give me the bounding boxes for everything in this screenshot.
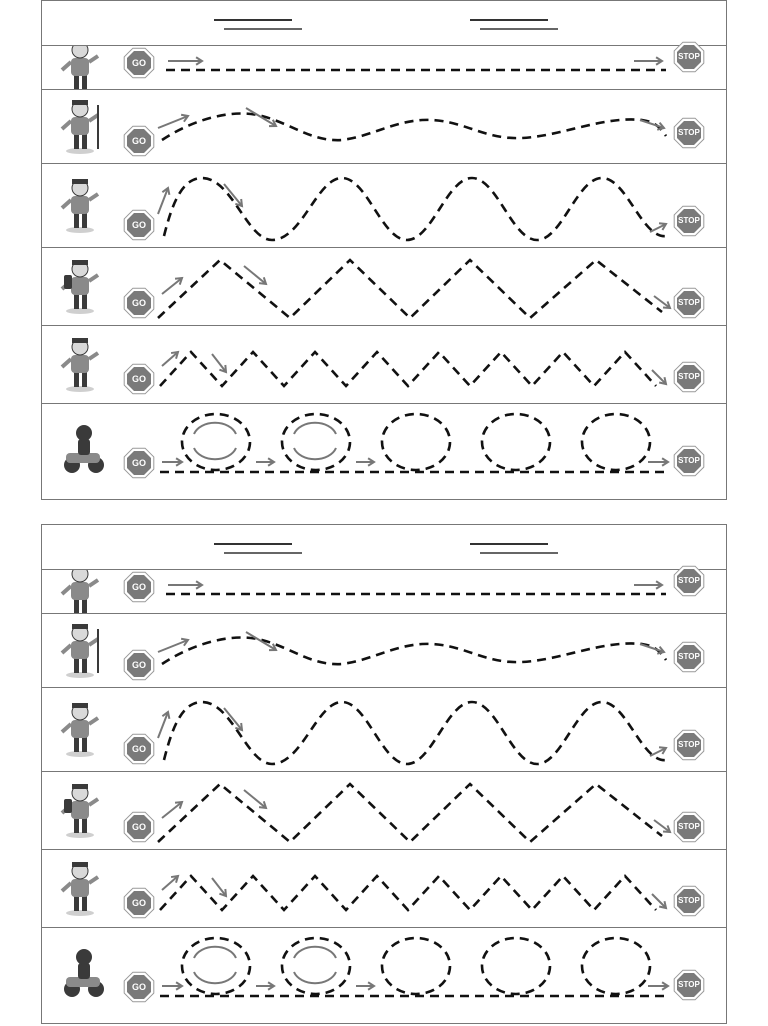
dashed-loop [582,414,650,470]
stop-sign [672,286,706,320]
go-sign [122,886,156,920]
direction-arrow-icon [168,57,202,65]
dashed-loop [482,938,550,994]
go-label: GO [131,898,146,908]
direction-arrow-icon [162,876,178,890]
direction-arrow-icon [652,370,666,384]
dashed-small-zigzag [160,876,656,910]
direction-arrow-icon [634,57,662,65]
go-sign [122,124,156,158]
direction-arrow-icon [648,982,668,990]
motorbike-rider-icon [64,425,104,473]
direction-arrow-icon [244,790,266,808]
hiker-icon [62,100,98,154]
tracing-row-gentle-wave [42,613,726,687]
go-label: GO [131,822,146,832]
go-sign [122,732,156,766]
stop-label: STOP [678,576,700,585]
direction-arrow-icon [256,982,274,990]
stop-sign [672,640,706,674]
go-label: GO [131,298,146,308]
stop-label: STOP [678,740,700,749]
direction-arrow-icon [162,802,182,818]
direction-arrow-icon [162,352,178,366]
go-label: GO [131,982,146,992]
direction-arrow-icon [168,581,202,589]
tracing-row-big-wave [42,687,726,771]
go-label: GO [131,660,146,670]
loop-arrow-icon [194,423,236,434]
backpacker-icon [62,784,98,838]
go-sign [122,208,156,242]
go-label: GO [131,58,146,68]
tracing-row-straight-line [42,569,726,613]
direction-arrow-icon [158,188,169,214]
direction-arrow-icon [256,458,274,466]
go-sign [122,570,156,604]
direction-arrow-icon [162,278,182,294]
direction-arrow-icon [356,982,374,990]
stop-label: STOP [678,128,700,137]
astronaut-boy-icon [62,703,98,757]
stop-label: STOP [678,52,700,61]
loop-arrow-icon [194,448,236,459]
tracing-row-small-zigzag [42,849,726,927]
astronaut-boy-icon [62,179,98,233]
dashed-small-zigzag [160,352,656,386]
loop-arrow-icon [194,947,236,958]
running-girl-icon [62,46,98,90]
direction-arrow-icon [244,266,266,284]
stop-sign [672,564,706,598]
direction-arrow-icon [158,639,188,652]
direction-arrow-icon [224,708,242,730]
direction-arrow-icon [162,458,182,466]
direction-arrow-icon [162,982,182,990]
go-sign [122,648,156,682]
direction-arrow-icon [640,120,664,130]
dashed-big-wave [164,702,667,764]
go-sign [122,446,156,480]
stop-sign [672,810,706,844]
painter-icon [62,338,98,392]
go-sign [122,286,156,320]
tracing-row-straight-line [42,45,726,89]
direction-arrow-icon [654,820,670,832]
stop-sign [672,204,706,238]
go-label: GO [131,744,146,754]
tracing-row-gentle-wave [42,89,726,163]
direction-arrow-icon [650,223,666,232]
name-lines [42,525,728,569]
running-girl-icon [62,570,98,614]
go-sign [122,362,156,396]
go-label: GO [131,458,146,468]
dashed-loop [382,938,450,994]
dashed-loop [482,414,550,470]
hiker-icon [62,624,98,678]
tracing-row-loops [42,927,726,1025]
stop-sign [672,884,706,918]
stop-label: STOP [678,896,700,905]
stop-label: STOP [678,980,700,989]
go-label: GO [131,220,146,230]
go-label: GO [131,582,146,592]
loop-arrow-icon [294,423,336,434]
direction-arrow-icon [158,712,169,738]
stop-label: STOP [678,456,700,465]
dashed-wave [162,637,666,664]
direction-arrow-icon [158,115,188,128]
direction-arrow-icon [652,894,666,908]
tracing-row-big-wave [42,163,726,247]
go-sign [122,46,156,80]
stop-label: STOP [678,298,700,307]
dashed-big-zigzag [158,260,662,318]
direction-arrow-icon [356,458,374,466]
dashed-big-wave [164,178,667,240]
direction-arrow-icon [634,581,662,589]
tracing-row-big-zigzag [42,771,726,849]
direction-arrow-icon [654,296,670,308]
go-sign [122,970,156,1004]
worksheet-bottom [41,524,727,1024]
direction-arrow-icon [648,458,668,466]
stop-sign [672,40,706,74]
stop-label: STOP [678,216,700,225]
direction-arrow-icon [246,632,276,650]
direction-arrow-icon [650,747,666,756]
direction-arrow-icon [640,644,664,654]
go-label: GO [131,136,146,146]
loop-arrow-icon [294,972,336,983]
tracing-row-big-zigzag [42,247,726,325]
tracing-row-loops [42,403,726,501]
loop-arrow-icon [294,448,336,459]
loop-arrow-icon [194,972,236,983]
direction-arrow-icon [224,184,242,206]
stop-sign [672,968,706,1002]
worksheet-top [41,0,727,500]
dashed-loop [382,414,450,470]
direction-arrow-icon [212,878,226,896]
name-lines [42,1,728,45]
loop-arrow-icon [294,947,336,958]
motorbike-rider-icon [64,949,104,997]
painter-icon [62,862,98,916]
direction-arrow-icon [246,108,276,126]
stop-sign [672,444,706,478]
stop-sign [672,116,706,150]
stop-label: STOP [678,822,700,831]
go-sign [122,810,156,844]
dashed-loop [582,938,650,994]
stop-sign [672,728,706,762]
direction-arrow-icon [212,354,226,372]
dashed-wave [162,113,666,140]
stop-label: STOP [678,652,700,661]
tracing-row-small-zigzag [42,325,726,403]
stop-sign [672,360,706,394]
go-label: GO [131,374,146,384]
backpacker-icon [62,260,98,314]
stop-label: STOP [678,372,700,381]
dashed-big-zigzag [158,784,662,842]
